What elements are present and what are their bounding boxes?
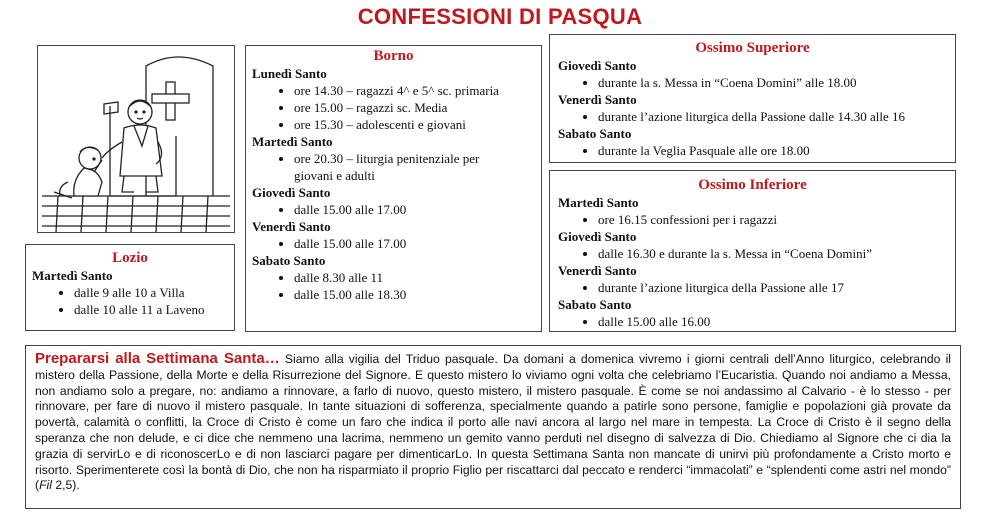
ossimo-inferiore-day-martedi: Martedì Santo: [558, 195, 639, 210]
ossimo-inferiore-box: [549, 170, 956, 332]
ossimo-superiore-box: [549, 34, 956, 163]
borno-title: Borno: [373, 48, 414, 64]
lozio-box: [25, 244, 235, 331]
borno-list-lunedi: [246, 82, 541, 133]
borno-list-venerdi: [246, 235, 541, 252]
lozio-day-martedi: Martedì Santo: [32, 268, 113, 283]
list-item: • dalle 8.30 alle 11: [294, 269, 541, 286]
lozio-list-martedi: [26, 284, 234, 318]
list-item: • dalle 9 alle 10 a Villa: [74, 284, 234, 301]
list-item: • dalle 15.00 alle 16.00: [598, 313, 955, 330]
borno-day-lunedi: Lunedì Santo: [252, 66, 327, 81]
prepararsi-body: Siamo alla vigilia del Triduo pasquale. Da domani a domenica vivremo i giorni centrali dell’Anno liturgico, celebrando il mistero della Passione, della Morte e della Risurrezione del Signore. E questo mistero lo viviamo ogni volta che celebriamo l’Eucaristia. Quando noi andiamo a Messa, non andiamo solo a pregare, no: andiamo a rinnovare, a farlo di nuovo, questo mistero, il mistero pasquale. È come se noi andassimo al Calvario - è lo stesso - per rinnovare, per fare di nuovo il mistero pasquale. In tante situazioni di sofferenza, specialmente quando a patirle sono persone, famiglie e popolazioni già provate da povertà, calamità o conflitti, la Croce di Cristo è come un faro che indica il porto alle navi ancora al largo nel mare in tempesta. La Croce di Cristo è il segno della speranza che non delude, e ci dice che nemmeno una lacrima, nemmeno un gemito vanno perduti nel disegno di salvezza di Dio. Chiediamo al Signore che ci dia la grazia di servirLo e di riconoscerLo e di non lasciarci pagare per dimenticarLo. In questa Settimana Santa non mancate di unirvi più profondamente a Cristo morto e risorto. Sperimenterete così la bontà di Dio, che non ha risparmiato il proprio Figlio per riscattarci dal peccato e renderci “immacolati” e “splendenti come astri nel mondo” (: [35, 352, 952, 493]
prepararsi-ref-book: Fil: [39, 478, 52, 493]
ossimo-superiore-list-sabato: [550, 142, 955, 159]
confession-illustration: [37, 45, 235, 233]
prepararsi-box: [25, 345, 961, 509]
list-item: • ore 14.30 – ragazzi 4^ e 5^ sc. primaria: [294, 82, 541, 99]
ossimo-inferiore-list-giovedi: [550, 245, 955, 262]
list-item: • ore 20.30 – liturgia penitenziale per giovani e adulti: [294, 150, 507, 184]
borno-list-giovedi: [246, 201, 541, 218]
borno-list-martedi: [246, 150, 541, 184]
ossimo-inferiore-list-sabato: [550, 313, 955, 330]
list-item: • dalle 15.00 alle 17.00: [294, 201, 541, 218]
ossimo-superiore-list-giovedi: [550, 74, 955, 91]
ossimo-inferiore-day-venerdi: Venerdì Santo: [558, 263, 637, 278]
borno-day-sabato: Sabato Santo: [252, 253, 326, 268]
list-item: • ore 16.15 confessioni per i ragazzi: [598, 211, 955, 228]
ossimo-superiore-day-venerdi: Venerdì Santo: [558, 92, 637, 107]
prepararsi-ref-rest: 2,5).: [51, 478, 80, 493]
ossimo-superiore-title: Ossimo Superiore: [695, 40, 810, 56]
lozio-title: Lozio: [112, 250, 148, 266]
ossimo-inferiore-list-martedi: [550, 211, 955, 228]
ossimo-superiore-day-giovedi: Giovedì Santo: [558, 58, 637, 73]
ossimo-superiore-day-sabato: Sabato Santo: [558, 126, 632, 141]
list-item: • durante la Veglia Pasquale alle ore 18.00: [598, 142, 955, 159]
list-item: • dalle 15.00 alle 18.30: [294, 286, 541, 303]
list-item: • durante l’azione liturgica della Passione alle 17: [598, 279, 955, 296]
list-item: • durante l’azione liturgica della Passione dalle 14.30 alle 16: [598, 108, 955, 125]
list-item: • ore 15.30 – adolescenti e giovani: [294, 116, 541, 133]
ossimo-superiore-list-venerdi: [550, 108, 955, 125]
list-item: • durante la s. Messa in “Coena Domini” alle 18.00: [598, 74, 955, 91]
borno-day-martedi: Martedì Santo: [252, 134, 333, 149]
borno-day-giovedi: Giovedì Santo: [252, 185, 331, 200]
confession-drawing-icon: [38, 46, 234, 232]
list-item: • dalle 10 alle 11 a Laveno: [74, 301, 234, 318]
ossimo-inferiore-day-giovedi: Giovedì Santo: [558, 229, 637, 244]
borno-box: [245, 45, 542, 332]
borno-day-venerdi: Venerdì Santo: [252, 219, 331, 234]
ossimo-inferiore-title: Ossimo Inferiore: [698, 177, 807, 193]
list-item: • dalle 16.30 e durante la s. Messa in “Coena Domini”: [598, 245, 955, 262]
page-title: CONFESSIONI DI PASQUA: [357, 4, 643, 29]
ossimo-inferiore-day-sabato: Sabato Santo: [558, 297, 632, 312]
list-item: • dalle 15.00 alle 17.00: [294, 235, 541, 252]
borno-list-sabato: [246, 269, 541, 303]
prepararsi-heading: Prepararsi alla Settimana Santa…: [35, 350, 280, 367]
ossimo-inferiore-list-venerdi: [550, 279, 955, 296]
list-item: • ore 15.00 – ragazzi sc. Media: [294, 99, 541, 116]
